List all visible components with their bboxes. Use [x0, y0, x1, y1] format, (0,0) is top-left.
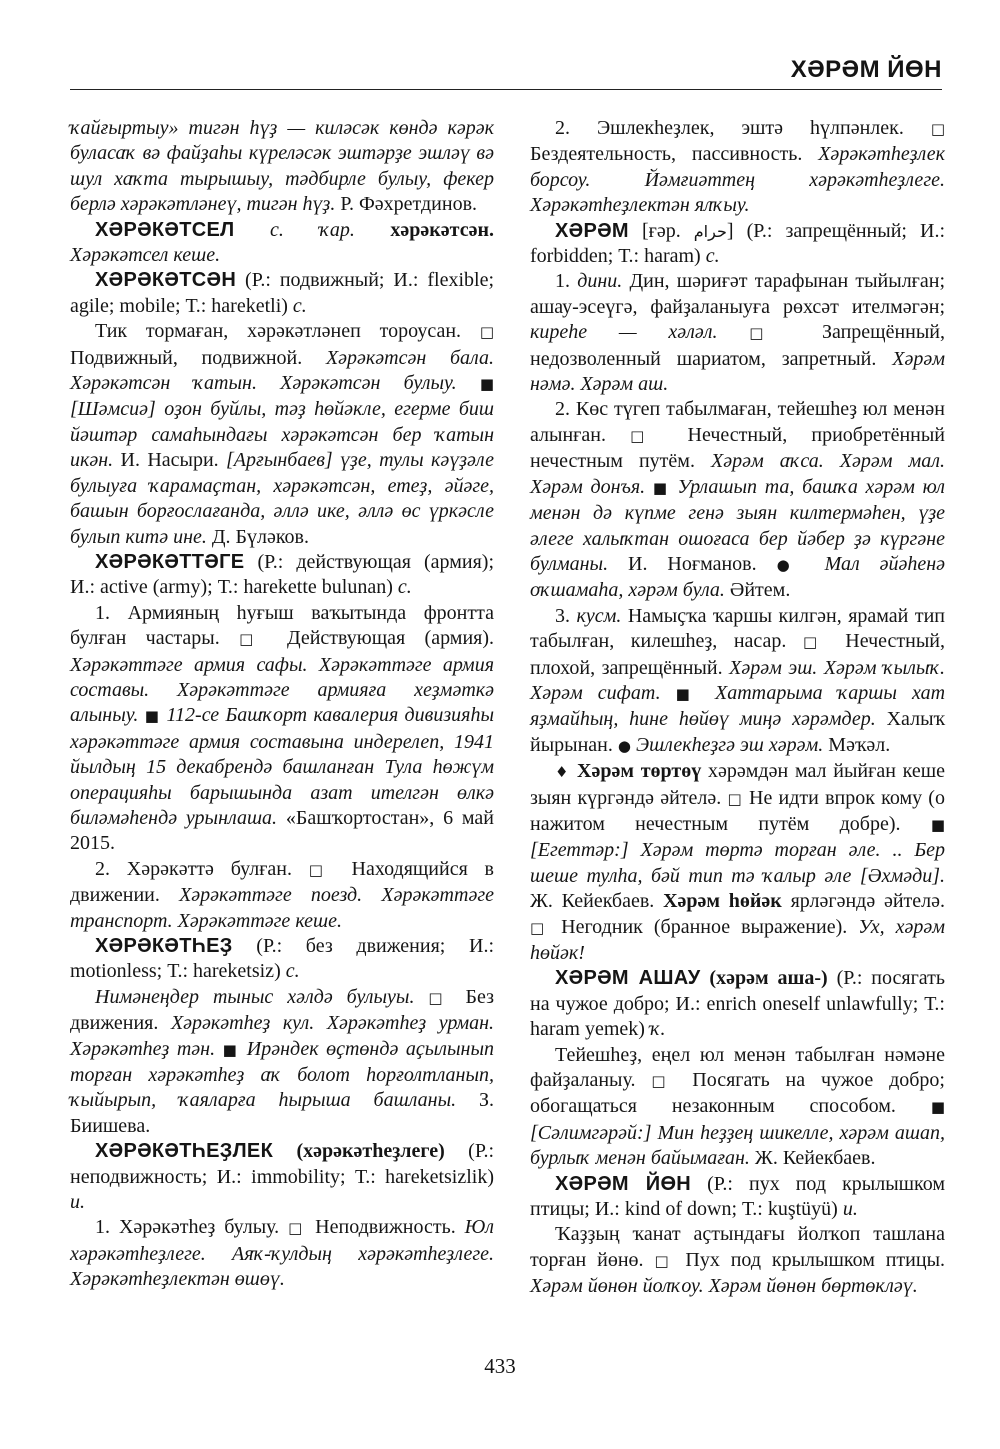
square-icon: □	[727, 789, 743, 808]
page-number: 433	[484, 1354, 516, 1378]
entry-harakathez: ХӘРӘКӘТҺЕҘ (Р.: без движения; И.: motionless; Т.: hareketsiz) с.	[70, 935, 494, 983]
bullet-icon: ●	[776, 555, 805, 574]
square-icon: □	[479, 323, 495, 342]
sense-2: 2. Эшлекһеҙлек, эштә һүлпәнлек. □ Бездеятельность, пассивность. Хәрәкәтһеҙлек борсоу. Йәмғиәттең хәрәкәтһеҙлеге. Хәрәкәтһеҙлектән ялҡыу.	[530, 117, 946, 217]
header-rule	[70, 89, 942, 90]
black-square-icon: ■	[930, 815, 945, 834]
bullet-icon: ●	[617, 736, 631, 755]
square-icon: □	[749, 324, 791, 343]
black-square-icon: ■	[222, 1040, 240, 1059]
black-square-icon: ■	[675, 684, 700, 703]
entry-harem-yon: ХӘРӘМ ЙӨН (Р.: пух под крылышком птицы; И.: kind of down; Т.: kuştüyü) и.	[530, 1172, 946, 1221]
headword: ХӘРӘКӘТСЕЛ	[95, 218, 235, 241]
square-icon: □	[654, 1251, 675, 1270]
square-icon: □	[239, 630, 268, 649]
square-icon: □	[630, 426, 664, 445]
square-icon: □	[802, 633, 829, 652]
right-column	[530, 116, 945, 1300]
headword: ХӘРӘКӘТҺЕҘЛЕК	[95, 1140, 274, 1163]
sense-1: 1. Армияның һуғыш ваҡытында фронтта булған частары. □ Действующая (армия). Хәрәкәттәге армия сафы. Хәрәкәттәге армия составы. Хәрәкәттәге армияға хеҙмәткә алыныу. ■ 112-се Башҡорт кавалерия дивизияһы хәрәкәттәге армия составына индерелеп, 1941 йылдың 15 декабрендә башланған Тула һөжүм операцияһы барышында азат ителгән өлкә биләмәһендә урынлаша. «Башҡортостан», 6 май 2015.	[70, 601, 495, 855]
running-head-text: ХӘРӘМ ЙӨН	[790, 56, 942, 83]
headword: ХӘРӘКӘТСӘН	[95, 269, 237, 292]
square-icon: □	[308, 860, 335, 879]
square-icon: □	[930, 120, 946, 138]
phraseology: ♦ Хәрәм төртөү хәрәмдән мал йыйған кеше зыян күргәндә әйтелә. □ Не идти впрок кому (о нажитом нечестным путём добре). ■ [Егеттәр:] Хәрәм төртә торған әле. .. Бер шеше тулһа, бәй тип тә ҡалыр әле [Әхмәди]. Ж. Кейекбаев. Хәрәм һөйәк ярләгәндә әйтелә. □ Негодник (бранное выражение). Ух, хәрәм һөйәк!	[530, 760, 946, 964]
entry-harakatsan: ХӘРӘКӘТСӘН (Р.: подвижный; И.: flexible; agile; mobile; Т.: hareketli) с.	[70, 269, 495, 317]
entry-harem-ashau: ХӘРӘМ АШАУ (хәрәм аша-) (Р.: посягать на чужое добро; И.: enrich oneself unlawfully; Т.: haram yemek) ҡ.	[530, 967, 946, 1041]
sense-2: 2. Көс түгеп табылмаған, тейешһеҙ юл менән алынған. □ Нечестный, приобретённый нечестным путём. Хәрәм аҡса. Хәрәм мал. Хәрәм донъя. ■ Урлашып та, башҡа хәрәм юл менән дә күпме генә зыян килтермәһен, үҙе әлеге халыҡтан ошоғаса бер йәбер ҙә күргәне булманы. И. Ноғманов. ● Мал әйәһенә оҡшамаһа, хәрәм була. Әйтем.	[530, 398, 946, 602]
definition: Нимәнеңдер тыныс хәлдә булыуы. □ Без движения. Хәрәкәтһеҙ кул. Хәрәкәтһеҙ урман. Хәрәкәтһеҙ тән. ■ Ирәндек өҫтөндә аҫылынып торған хәрәкәтһеҙ аҡ болот һорғолтланып, ҡыйырып, ҡаяларға һырыша башланы. З. Биишева.	[70, 985, 495, 1137]
left-column	[70, 116, 494, 1293]
black-square-icon: ■	[652, 478, 670, 497]
diamond-icon: ♦	[555, 763, 571, 782]
black-square-icon: ■	[479, 375, 494, 394]
headword: ХӘРӘМ ЙӨН	[555, 1172, 692, 1195]
headword: ХӘРӘМ АШАУ	[555, 967, 701, 990]
entry-harem: ХӘРӘМ [ғәр. حرام] (Р.: запрещённый; И.: forbidden; Т.: haram) с.	[530, 219, 946, 268]
headword: ХӘРӘКӘТҺЕҘ	[95, 935, 233, 957]
square-icon: □	[428, 988, 452, 1007]
definition: Тик тормаған, хәрәкәтләнеп тороусан. □ Подвижный, подвижной. Хәрәкәтсән бала. Хәрәкәтсән ҡатын. Хәрәкәтсән булыу. ■ [Шәмсиә] оҙон буйлы, тәҙ һөйәкле, егерме биш йәштәр самаһындағы хәрәкәтсән бер ҡатын икән. И. Насыри. [Арғынбаев] үҙе, тулы кәүҙәле булыуға ҡарамаҫтан, хәрәкәтсән, етеҙ, әйәге, башын борғослағанда, әллә ике, әллә өс үркәсле булып китә ине. Д. Бүләков.	[70, 320, 495, 548]
definition: Тейешһеҙ, еңел юл менән табылған нәмәне файҙаланыу. □ Посягать на чужое добро; обогащаться незаконным способом. ■ [Сәлимгәрәй:] Мин һеҙҙең шикелле, хәрәм ашап, бурлыҡ менән байымаған. Ж. Кейекбаев.	[530, 1043, 946, 1170]
headword: ХӘРӘМ	[555, 219, 629, 242]
arabic-etymon: حرام	[693, 221, 727, 241]
sense-1: 1. дини. Дин, шәриғәт тарафынан тыйылған; ашау-эсеүгә, файҙаланыуға рөхсәт ителмәгән; киреһе — хәләл. □ Запрещённый, недозволенный шариатом, запретный. Хәрәм нәмә. Хәрәм аш.	[530, 270, 946, 396]
entry-harakattage: ХӘРӘКӘТТӘГЕ (Р.: действующая (армия); И.: active (army); Т.: harekette bulunan) с.	[70, 550, 495, 599]
sense-2: 2. Хәрәкәттә булған. □ Находящийся в движении. Хәрәкәттәге поезд. Хәрәкәттәге транспорт. Хәрәкәттәге кеше.	[70, 857, 494, 932]
square-icon: □	[530, 918, 551, 937]
sense-1: 1. Хәрәкәтһеҙ булыу. □ Неподвижность. Юл хәрәкәтһеҙлеге. Аяҡ-ҡулдың хәрәкәтһеҙлеге. Хәрәкәтһеҙлектән өшөү.	[70, 1216, 495, 1291]
entry-harakatsel: ХӘРӘКӘТСЕЛ с. ҡар. хәрәкәтсән. Хәрәкәтсел кеше.	[70, 218, 494, 267]
entry-harakathezlek: ХӘРӘКӘТҺЕҘЛЕК (хәрәкәтһеҙлеге) (Р.: неподвижность; И.: immobility; Т.: hareketsizlik) и.	[70, 1140, 494, 1214]
definition: Ҡаҙҙың ҡанат аҫтындағы йолҡоп ташлана торған йөнө. □ Пух под крылышком птицы. Хәрәм йөнөн йолҡоу. Хәрәм йөнөн бөртөкләү.	[530, 1223, 946, 1298]
square-icon: □	[288, 1219, 307, 1238]
running-head	[70, 40, 942, 90]
black-square-icon: ■	[144, 707, 161, 726]
square-icon: □	[651, 1072, 677, 1091]
headword: ХӘРӘКӘТТӘГЕ	[95, 550, 245, 573]
black-square-icon: ■	[930, 1098, 946, 1117]
entry-continuation: ҡайғыртыу» тигән һүҙ — киләсәк көндә кәрәк буласаҡ вә файҙаһы күреләсәк эштәрҙе эшләү вә шул хаҡта тырышыу, тәдбирле булыу, фекер берлә хәрәкәтләнеү, тигән һүҙ. Р. Фәхретдинов.	[70, 117, 494, 216]
sense-3: 3. кусм. Намыҫҡа ҡаршы килгән, ярамай тип табылған, килешһеҙ, насар. □ Нечестный, плохой, запрещённый. Хәрәм эш. Хәрәм ҡылыҡ. Хәрәм сифат. ■ Хаттарыма ҡаршы хат яҙмайһың, һине һөйөү миңә хәрәмдер. Халыҡ йырынан. ● Эшлекһеҙгә эш хәрәм. Мәҡәл.	[530, 604, 946, 756]
